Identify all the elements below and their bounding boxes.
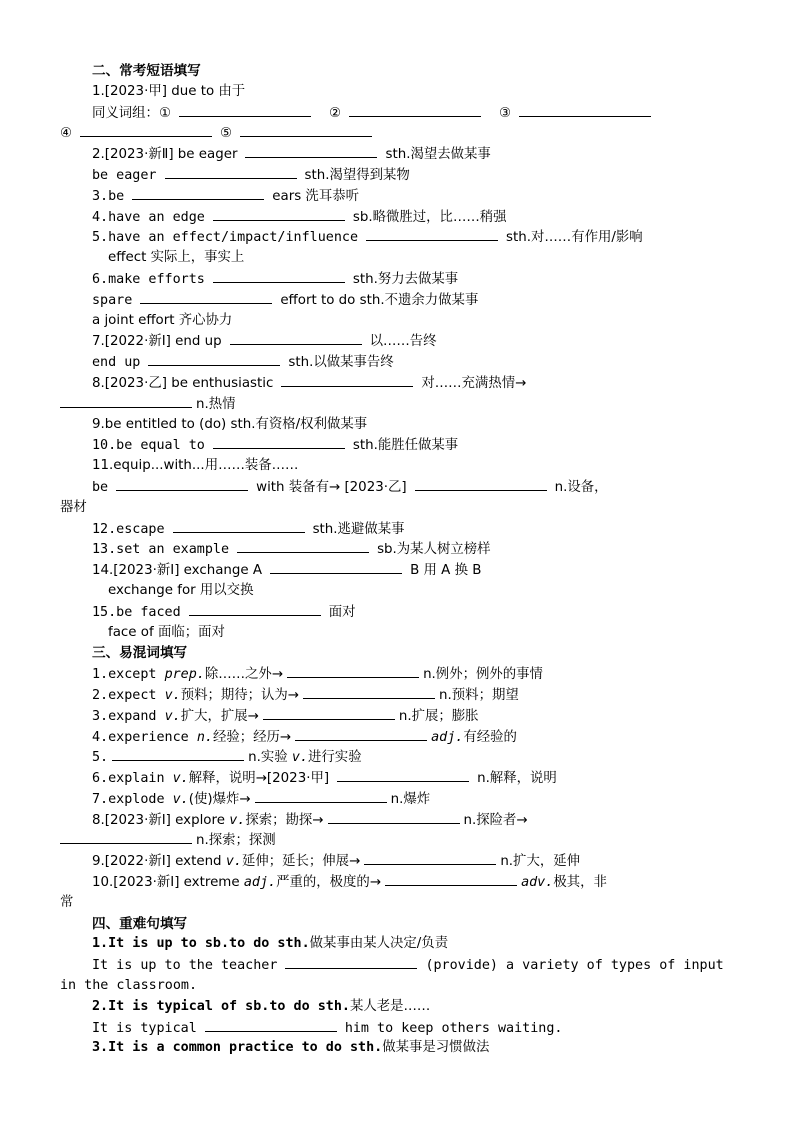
blank[interactable] (337, 768, 469, 782)
item-in-face-of (0, 623, 794, 644)
text: n.例外；例外的事情 (423, 667, 543, 683)
text: 有经验的 (463, 729, 517, 745)
pattern: 2.It is typical of sb.to do sth. (92, 998, 350, 1014)
word-experience (0, 727, 794, 748)
text: n.实验 (248, 750, 292, 766)
text: ③ (498, 105, 511, 121)
text: 1.[2023·甲] due to 由于 (92, 83, 246, 99)
item-example (0, 539, 794, 560)
word-explain (0, 768, 794, 789)
blank-5[interactable] (240, 123, 372, 137)
worksheet-page (0, 61, 794, 1059)
item-entitled (0, 415, 794, 436)
blank[interactable] (189, 602, 321, 616)
pos: v. (291, 750, 309, 766)
item-faced (0, 602, 794, 623)
text: n.解释，说明 (477, 771, 557, 787)
text: 15.be faced (92, 604, 181, 620)
text: face of 面临；面对 (108, 624, 225, 640)
word-explore (0, 810, 794, 831)
blank[interactable] (285, 955, 417, 969)
item-due-to (0, 82, 794, 103)
text: n.预料；期望 (439, 687, 519, 703)
text: sb.略微胜过，比……稍强 (352, 209, 507, 225)
pos: v. (225, 854, 242, 870)
text: ④ (60, 126, 73, 142)
word-expect (0, 685, 794, 706)
text: 9.[2022·新Ⅰ] extend (92, 854, 226, 870)
text: 探索；勘探→ (245, 812, 324, 828)
pos: adj. (243, 875, 277, 891)
text: 2.[2023·新Ⅱ] be eager (92, 147, 238, 163)
item-exchange (0, 560, 794, 581)
text: 14.[2023·新Ⅰ] exchange A (92, 563, 263, 579)
blank-4[interactable] (80, 123, 212, 137)
blank[interactable] (385, 872, 517, 886)
blank[interactable] (213, 435, 345, 449)
item-equal (0, 435, 794, 456)
text: spare (92, 292, 133, 308)
text: 5.have an effect/impact/influence (92, 230, 359, 246)
text: 10.[2023·新Ⅰ] extreme (92, 875, 244, 891)
text: (provide) a variety of types of input (425, 958, 724, 974)
text: n.热情 (196, 396, 236, 412)
text: 做某事是习惯做法 (382, 1040, 490, 1056)
blank[interactable] (165, 165, 297, 179)
blank[interactable] (148, 352, 280, 366)
item-efforts (0, 269, 794, 290)
text: 7.explode (92, 791, 173, 807)
blank[interactable] (281, 373, 413, 387)
word-exploration (0, 830, 794, 851)
text: B 用 A 换 B (410, 563, 482, 579)
word-experiment (0, 747, 794, 768)
text: 3.be (92, 188, 125, 204)
item-in-effect (0, 248, 794, 269)
pos: v. (164, 687, 181, 703)
blank[interactable] (366, 227, 498, 241)
item-ears (0, 186, 794, 207)
text: 以……告终 (369, 334, 437, 350)
text: 面对 (328, 604, 356, 620)
word-extend (0, 851, 794, 872)
item-synonyms-cont (0, 123, 794, 144)
sentence-example-1-cont (0, 976, 794, 997)
item-in-exchange (0, 581, 794, 602)
pos: n. (196, 729, 213, 745)
text: 6.make efforts (92, 271, 205, 287)
text: 13.set an example (92, 542, 230, 558)
text: effort to do sth.不遗余力做某事 (280, 292, 479, 308)
text: in the classroom. (60, 978, 198, 994)
item-equip (0, 456, 794, 477)
blank[interactable] (237, 539, 369, 553)
text: 严重的，极度的→ (276, 875, 382, 891)
blank[interactable] (213, 207, 345, 221)
text: effect 实际上，事实上 (108, 250, 245, 266)
text: 4.experience (92, 729, 197, 745)
blank-1[interactable] (179, 103, 311, 117)
text: 8.[2023·乙] be enthusiastic (92, 375, 274, 391)
pos: adv. (521, 875, 554, 891)
text: 延伸；延长；伸展→ (241, 854, 361, 870)
blank[interactable] (132, 186, 264, 200)
text: with 装备有→ [2023·乙] (256, 479, 407, 495)
blank[interactable] (303, 685, 435, 699)
blank-3[interactable] (519, 103, 651, 117)
text: 4.have an edge (92, 209, 205, 225)
blank[interactable] (112, 747, 244, 761)
text: sth.能胜任做某事 (352, 438, 459, 454)
item-enthusiastic (0, 373, 794, 394)
item-eager-2 (0, 165, 794, 186)
text: 9.be entitled to (do) sth.有资格/权利做某事 (92, 416, 368, 432)
text: a joint effort 齐心协力 (92, 312, 233, 328)
word-except (0, 664, 794, 685)
text: 经验；经历→ (212, 729, 292, 745)
text: n.探索；探测 (196, 833, 276, 849)
section-title-common-phrases: 二、常考短语填写 (92, 63, 201, 79)
text: ⑤ (220, 126, 233, 142)
text: 7.[2022·新Ⅰ] end up (92, 334, 222, 350)
blank[interactable] (364, 851, 496, 865)
word-expand (0, 706, 794, 727)
text: n.设备， (554, 479, 608, 495)
pattern: 3.It is a common practice to do sth. (92, 1040, 383, 1056)
text: n.探险者→ (463, 812, 528, 828)
pos: prep. (164, 667, 205, 683)
text: ② (328, 105, 341, 121)
pos: v. (229, 812, 246, 828)
text: 12.escape (92, 521, 165, 537)
text: n.爆炸 (390, 791, 431, 807)
text: sb.为某人树立榜样 (377, 542, 491, 558)
pos: v. (164, 708, 181, 724)
blank[interactable] (295, 727, 427, 741)
text: 对……充满热情→ (421, 375, 527, 391)
text: 极其，非 (553, 875, 607, 891)
text: n.扩大，延伸 (500, 854, 581, 870)
text: sth.逃避做某事 (312, 521, 405, 537)
word-extreme (0, 872, 794, 893)
blank[interactable] (245, 144, 377, 158)
blank[interactable] (230, 331, 362, 345)
text: sth.渴望得到某物 (304, 167, 410, 183)
pos: adj. (431, 729, 464, 745)
text: sth.以做某事告终 (288, 355, 394, 371)
sentence-example-1 (0, 955, 794, 976)
text: sth.渴望去做某事 (385, 147, 491, 163)
item-enthusiasm (0, 394, 794, 415)
item-eager-1 (0, 144, 794, 165)
text: 11.equip...with...用……装备…… (92, 458, 299, 474)
text: 1.except (92, 667, 165, 683)
blank[interactable] (263, 706, 395, 720)
item-equipment-cont (0, 498, 794, 519)
text: It is typical (92, 1020, 197, 1036)
blank[interactable] (255, 789, 387, 803)
text: 6.explain (92, 771, 173, 787)
sentence-example-2 (0, 1018, 794, 1039)
blank-2[interactable] (349, 103, 481, 117)
text: 除……之外→ (204, 667, 284, 683)
text: 某人老是…… (349, 998, 431, 1014)
text: 常 (60, 894, 74, 910)
blank[interactable] (140, 290, 272, 304)
item-spare (0, 290, 794, 311)
blank[interactable] (328, 810, 460, 824)
pattern: 1.It is up to sb.to do sth. (92, 936, 310, 952)
blank[interactable] (287, 664, 419, 678)
text: 5. (92, 750, 109, 766)
item-effect (0, 227, 794, 248)
sentence-pattern-2 (0, 997, 794, 1018)
text: 2.expect (92, 687, 165, 703)
item-equipped (0, 477, 794, 498)
item-edge (0, 207, 794, 228)
text: 进行实验 (308, 750, 362, 766)
word-extreme-cont (0, 893, 794, 914)
text: It is up to the teacher (92, 958, 278, 974)
text: end up (92, 355, 141, 371)
text: 做某事由某人决定/负责 (309, 936, 449, 952)
item-end-up-1 (0, 331, 794, 352)
text: 扩大，扩展→ (180, 708, 259, 724)
blank[interactable] (60, 830, 192, 844)
text: ears 洗耳恭听 (272, 188, 359, 204)
text: 预料；期待；认为→ (180, 687, 300, 703)
text: sth.努力去做某事 (352, 271, 459, 287)
pos: v. (172, 771, 189, 787)
section-title-key-sentences: 四、重难句填写 (92, 915, 188, 932)
blank[interactable] (60, 394, 192, 408)
text: sth.对……有作用/影响 (506, 230, 643, 246)
pos: v. (172, 791, 189, 807)
text: 3.expand (92, 708, 165, 724)
text: (使)爆炸→ (188, 791, 251, 807)
text: 器材 (60, 499, 87, 515)
blank[interactable] (116, 477, 248, 491)
item-escape (0, 519, 794, 540)
text: be eager (92, 167, 157, 183)
sentence-pattern-3 (0, 1038, 794, 1059)
item-end-up-2 (0, 352, 794, 373)
text: 解释，说明→[2023·甲] (188, 771, 330, 787)
item-synonyms (0, 103, 794, 124)
text: 8.[2023·新Ⅰ] explore (92, 812, 230, 828)
text: 10.be equal to (92, 438, 205, 454)
word-explode (0, 789, 794, 810)
text: exchange for 用以交换 (108, 582, 254, 598)
text: be (92, 479, 109, 495)
blank[interactable] (415, 477, 547, 491)
blank[interactable] (213, 269, 345, 283)
text: him to keep others waiting. (344, 1020, 563, 1036)
sentence-pattern-1 (0, 934, 794, 955)
text: 同义词组：① (92, 105, 171, 121)
blank[interactable] (205, 1018, 337, 1032)
blank[interactable] (173, 519, 305, 533)
item-joint-effort (0, 311, 794, 332)
blank[interactable] (270, 560, 402, 574)
text: n.扩展；膨胀 (398, 708, 479, 724)
section-title-confusing-words: 三、易混词填写 (92, 645, 188, 662)
